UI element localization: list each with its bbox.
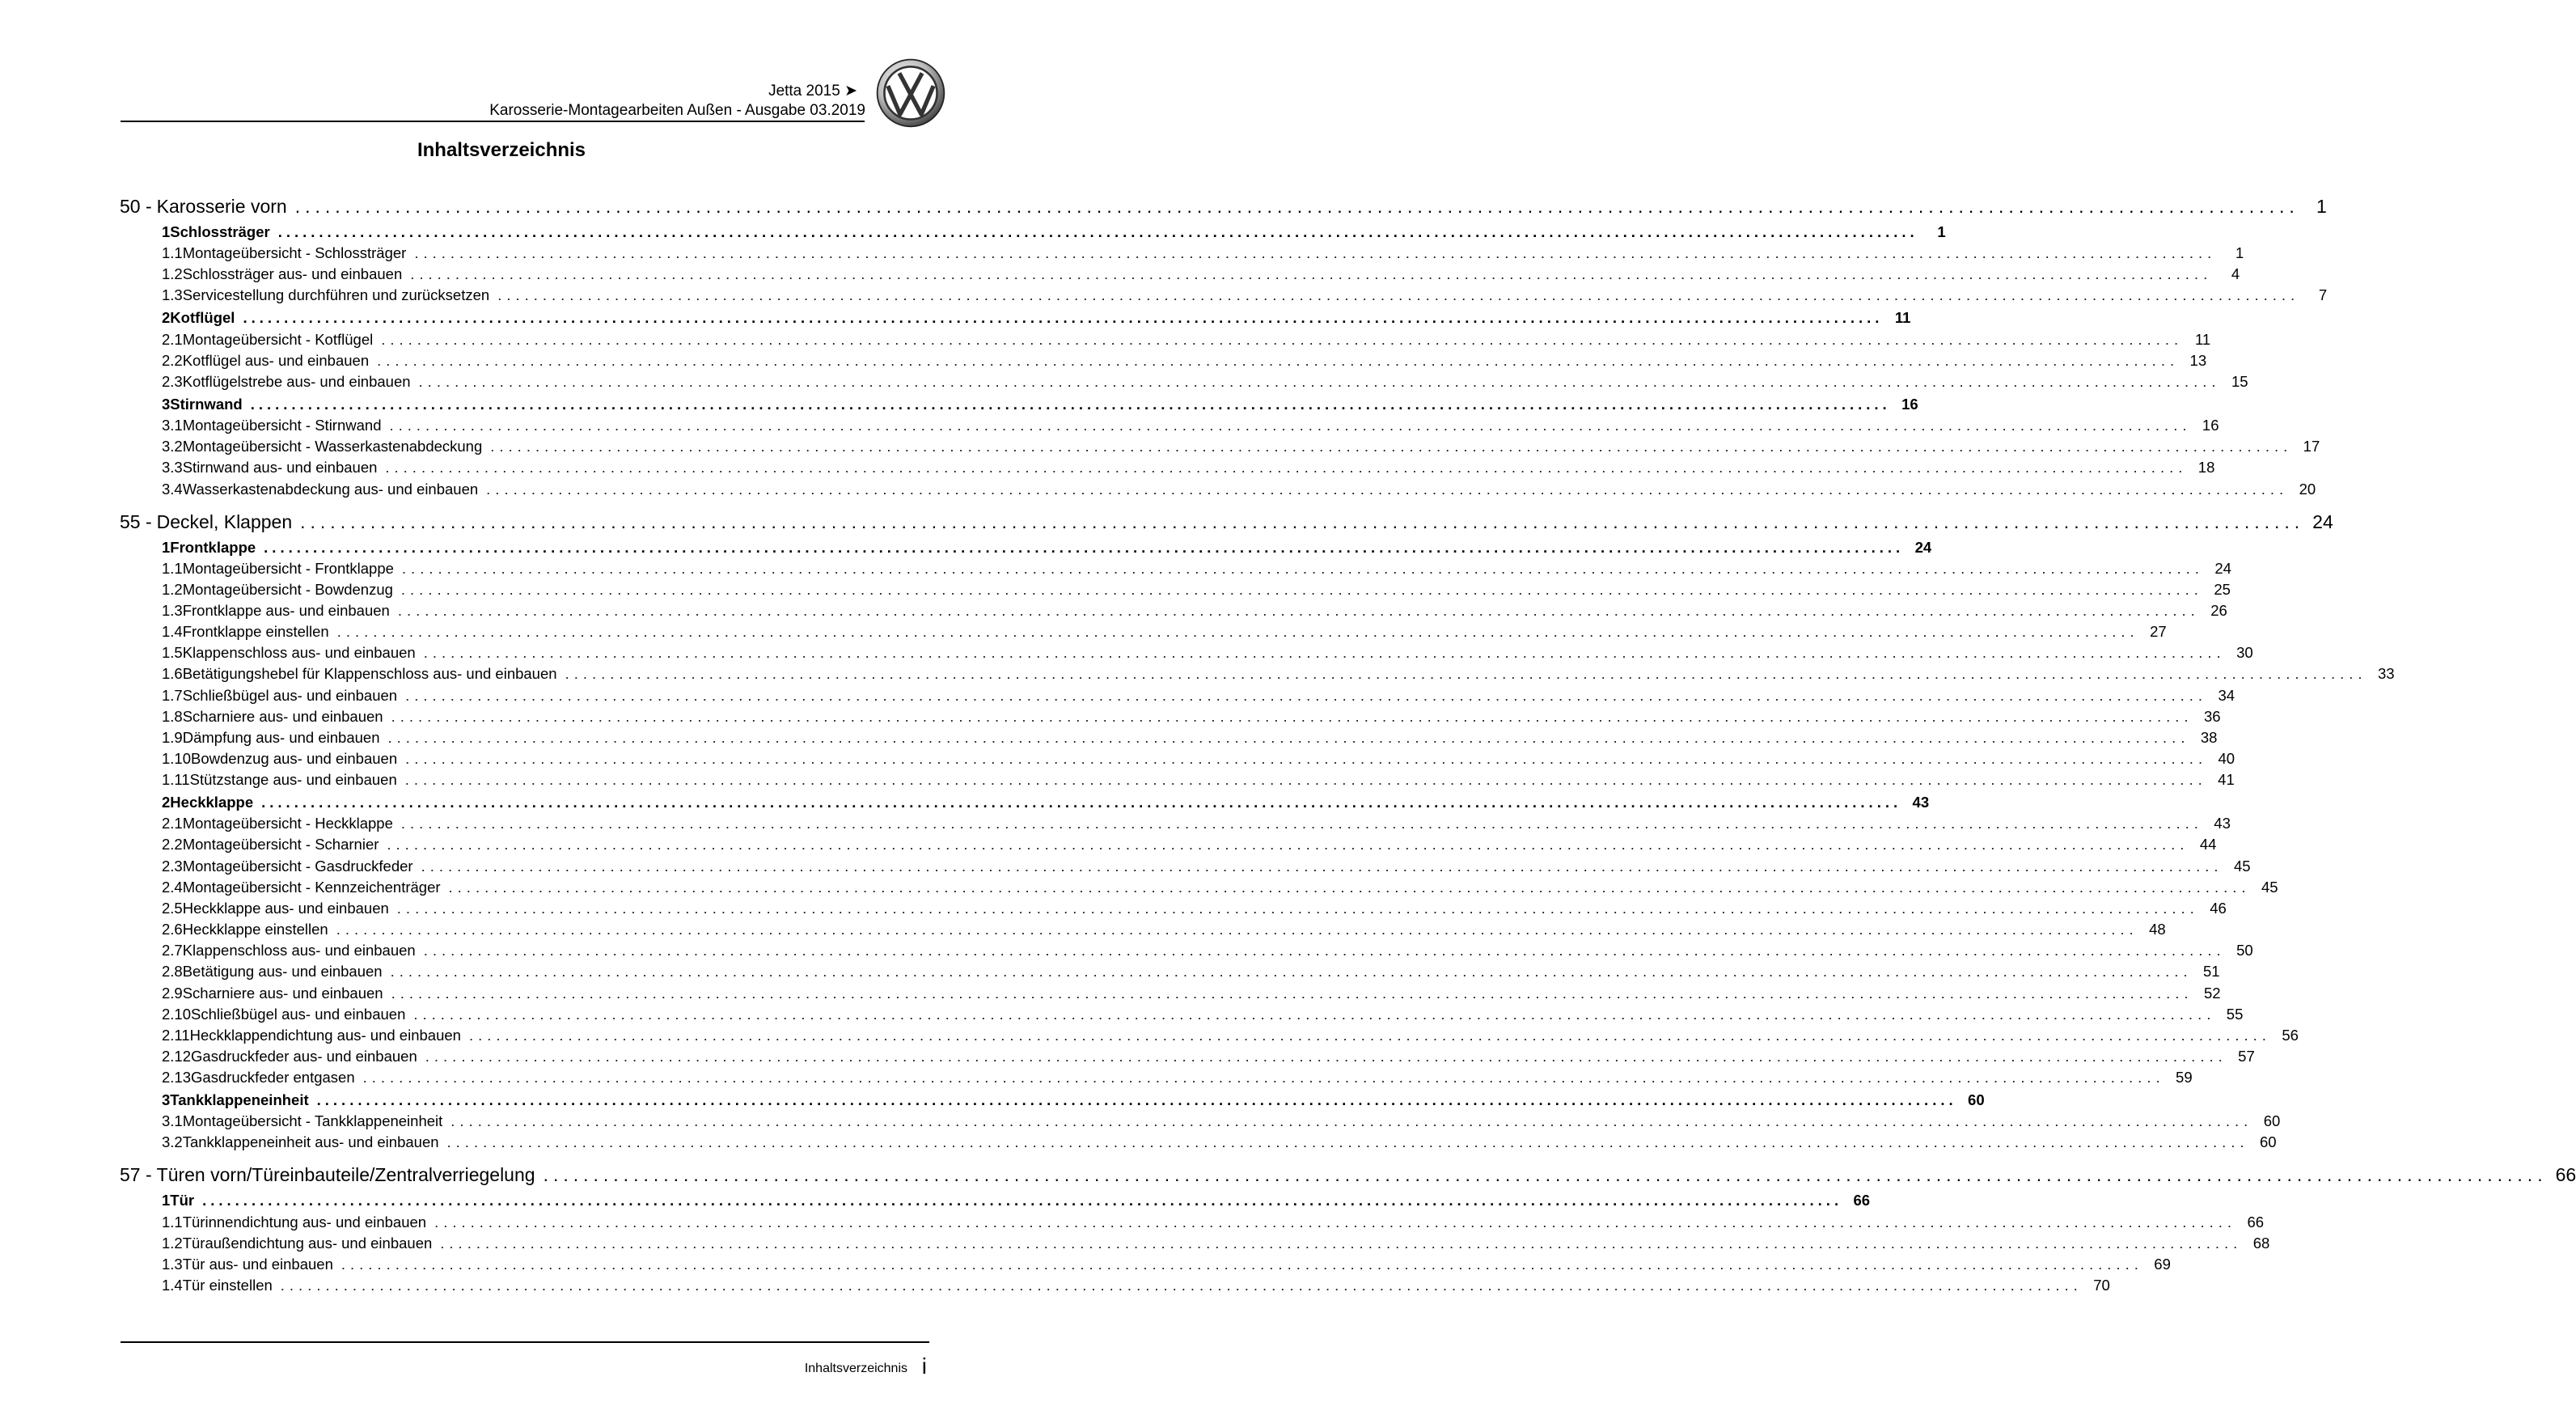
toc-title: Frontklappe <box>170 538 256 556</box>
toc-leader-dots: ........................................................................................................................................................................................................ <box>404 771 2207 789</box>
toc-leader-dots: ........................................................................................................................................................................................................ <box>448 878 2251 896</box>
toc-leader-dots: ........................................................................................................................................................................................................ <box>565 665 2367 683</box>
toc-subsection[interactable] <box>120 921 2166 940</box>
toc-subsection[interactable] <box>120 1213 2265 1233</box>
toc-title: Scharniere aus- und einbauen <box>182 984 383 1002</box>
toc-number: 1.4 <box>162 623 183 641</box>
toc-title: Tür aus- und einbauen <box>182 1255 333 1273</box>
toc-title: Tür <box>170 1192 195 1209</box>
toc-number: 2.2 <box>162 836 183 854</box>
toc-subsection[interactable] <box>120 265 2240 285</box>
toc-number: 2.5 <box>162 899 183 917</box>
toc-number: 1.9 <box>162 728 183 746</box>
toc-number: 2.12 <box>162 1047 192 1065</box>
toc-title: Montageübersicht - Kennzeichenträger <box>182 878 441 896</box>
toc-title: Montageübersicht - Schlossträger <box>182 244 407 262</box>
toc-subsection[interactable] <box>120 330 2211 350</box>
toc-chapter[interactable] <box>120 1164 2576 1188</box>
toc-title: Kotflügelstrebe aus- und einbauen <box>182 372 411 390</box>
toc-title: Stirnwand <box>170 395 243 413</box>
toc-subsection[interactable] <box>120 771 2235 790</box>
toc-title: Betätigungshebel für Klappenschloss aus- und einbauen <box>182 665 557 683</box>
toc-title: Schließbügel aus- und einbauen <box>191 1005 406 1023</box>
toc-title: Klappenschloss aus- und einbauen <box>182 644 416 662</box>
toc-leader-dots: ........................................................................................................................................................................................................ <box>243 309 1884 327</box>
toc-title: Betätigung aus- und einbauen <box>182 963 383 981</box>
toc-leader-dots: ........................................................................................................................................................................................................ <box>336 921 2138 938</box>
toc-leader-dots: ........................................................................................................................................................................................................ <box>397 601 2200 619</box>
toc-title: Montageübersicht - Stirnwand <box>182 417 382 434</box>
toc-page-number: 38 <box>2200 728 2218 746</box>
toc-leader-dots: ........................................................................................................................................................................................................ <box>387 836 2189 854</box>
toc-title: Frontklappe einstellen <box>182 623 329 641</box>
toc-leader-dots: ........................................................................................................................................................................................................ <box>490 438 2293 455</box>
toc-number: 1.1 <box>162 559 183 577</box>
toc-title: Montageübersicht - Wasserkastenabdeckung <box>182 438 483 455</box>
toc-title: Türaußendichtung aus- und einbauen <box>182 1234 433 1252</box>
toc-number: 2.11 <box>162 1026 190 1044</box>
toc-leader-dots: ........................................................................................................................................................................................................ <box>389 417 2192 434</box>
toc-subsection[interactable] <box>120 1133 2277 1153</box>
toc-subsection[interactable] <box>120 857 2251 877</box>
toc-page-number: 57 <box>2238 1047 2255 1065</box>
toc-leader-dots: ........................................................................................................................................................................................................ <box>280 1277 2083 1294</box>
toc-subsection[interactable] <box>120 1234 2270 1254</box>
footer-page-number: i <box>921 1353 927 1379</box>
toc-number: 1.3 <box>162 601 183 619</box>
toc-title: Türen vorn/Türeinbauteile/Zentralverriegelung <box>156 1164 535 1186</box>
toc-subsection[interactable] <box>120 1047 2255 1067</box>
toc-page-number: 68 <box>2252 1234 2270 1252</box>
toc-subsection[interactable] <box>120 286 2328 306</box>
toc-number: 55 - <box>120 510 152 532</box>
toc-leader-dots: ........................................................................................................................................................................................................ <box>385 459 2188 477</box>
toc-subsection[interactable] <box>120 899 2227 919</box>
toc-page-number: 50 <box>2236 942 2253 959</box>
toc-page-number: 20 <box>2299 480 2316 498</box>
toc-title: Kotflügel aus- und einbauen <box>182 351 370 369</box>
toc-page-number: 24 <box>1914 538 1932 556</box>
toc-page-number: 60 <box>2263 1112 2281 1130</box>
toc-title: Wasserkastenabdeckung aus- und einbauen <box>182 480 479 498</box>
toc-subsection[interactable] <box>120 878 2278 898</box>
toc-page-number: 59 <box>2176 1069 2193 1086</box>
toc-number: 2 <box>162 309 171 327</box>
toc-leader-dots: ........................................................................................................................................................................................................ <box>362 1069 2165 1086</box>
toc-leader-dots: ........................................................................................................................................................................................................ <box>434 1213 2237 1231</box>
toc-leader-dots: ........................................................................................................................................................................................................ <box>421 857 2223 875</box>
toc-number: 1.2 <box>162 1234 183 1252</box>
toc-number: 3.4 <box>162 480 183 498</box>
toc-page-number: 66 <box>2247 1213 2265 1231</box>
toc-number: 1 <box>162 1192 171 1209</box>
toc-page-number: 16 <box>1901 395 1918 413</box>
toc-page-number: 44 <box>2199 836 2217 854</box>
toc-number: 50 - <box>120 196 152 217</box>
toc-chapter[interactable] <box>120 510 2333 536</box>
toc-leader-dots: ........................................................................................................................................................................................................ <box>202 1192 1843 1209</box>
toc-number: 1.1 <box>162 1213 183 1231</box>
toc-subsection[interactable] <box>120 1277 2110 1296</box>
toc-page-number: 17 <box>2303 438 2320 455</box>
toc-title: Montageübersicht - Tankklappeneinheit <box>182 1112 443 1130</box>
toc-page-number: 66 <box>2555 1164 2576 1186</box>
toc-title: Türinnendichtung aus- und einbauen <box>182 1213 427 1231</box>
toc-page-number: 1 <box>2235 244 2244 262</box>
toc-title: Tür einstellen <box>182 1277 273 1294</box>
toc-leader-dots: ........................................................................................................................................................................................................ <box>423 942 2226 959</box>
toc-page-number: 4 <box>2231 265 2240 283</box>
toc-number: 1.3 <box>162 1255 183 1273</box>
toc-number: 1 <box>162 538 171 556</box>
toc-page-number: 24 <box>2312 510 2333 532</box>
toc-title: Stützstange aus- und einbauen <box>189 771 397 789</box>
toc-page-number: 33 <box>2377 665 2395 683</box>
toc-number: 2.2 <box>162 351 183 369</box>
toc-page-number: 7 <box>2318 286 2328 304</box>
toc-page-number: 41 <box>2218 771 2235 789</box>
toc-title: Schlossträger <box>170 223 270 240</box>
toc-subsection[interactable] <box>120 942 2253 961</box>
toc-page-number: 1 <box>2316 196 2327 217</box>
toc-page-number: 18 <box>2197 459 2215 477</box>
toc-subsection[interactable] <box>120 1069 2193 1088</box>
toc-leader-dots: ........................................................................................................................................................................................................ <box>450 1112 2253 1130</box>
toc-leader-dots: ........................................................................................................................................................................................................ <box>250 395 1891 413</box>
toc-page-number: 13 <box>2189 351 2207 369</box>
toc-subsection[interactable] <box>120 372 2248 392</box>
toc-subsection[interactable] <box>120 480 2316 500</box>
toc-page-number: 69 <box>2154 1255 2171 1273</box>
toc-leader-dots: ........................................................................................................................................................................................................ <box>543 1164 2548 1186</box>
toc-subsection[interactable] <box>120 686 2235 706</box>
toc-page-number: 55 <box>2226 1005 2244 1023</box>
toc-subsection[interactable] <box>120 623 2167 642</box>
footer-divider <box>121 1341 929 1343</box>
toc-title: Montageübersicht - Gasdruckfeder <box>182 857 413 875</box>
toc-section[interactable] <box>120 1192 1871 1211</box>
toc-page-number: 60 <box>2259 1133 2277 1151</box>
toc-page-number: 45 <box>2233 857 2251 875</box>
toc-page-number: 27 <box>2150 623 2167 641</box>
toc-number: 1.1 <box>162 244 183 262</box>
toc-leader-dots: ........................................................................................................................................................................................................ <box>336 623 2139 641</box>
toc-page-number: 70 <box>2093 1277 2110 1294</box>
toc-title: Gasdruckfeder entgasen <box>191 1069 355 1086</box>
toc-leader-dots: ........................................................................................................................................................................................................ <box>277 223 1918 240</box>
toc-page-number: 60 <box>1968 1091 1985 1109</box>
toc-page-number: 51 <box>2203 963 2220 981</box>
toc-subsection[interactable] <box>120 750 2235 769</box>
toc-leader-dots: ........................................................................................................................................................................................................ <box>391 984 2193 1002</box>
toc-page-number: 48 <box>2149 921 2166 938</box>
toc-title: Klappenschloss aus- und einbauen <box>182 942 416 959</box>
toc-section[interactable] <box>120 395 1918 415</box>
toc-page-number: 24 <box>2214 559 2231 577</box>
toc-page-number: 56 <box>2282 1026 2299 1044</box>
toc-leader-dots: ........................................................................................................................................................................................................ <box>391 707 2193 725</box>
toc-number: 1.4 <box>162 1277 183 1294</box>
toc-section[interactable] <box>120 223 1946 243</box>
toc-subsection[interactable] <box>120 1026 2299 1046</box>
toc-title: Frontklappe aus- und einbauen <box>182 601 390 619</box>
toc-title: Heckklappe aus- und einbauen <box>182 899 389 917</box>
toc-page-number: 36 <box>2204 707 2221 725</box>
toc-leader-dots: ........................................................................................................................................................................................................ <box>401 559 2204 577</box>
toc-leader-dots: ........................................................................................................................................................................................................ <box>418 372 2221 390</box>
toc-number: 2.4 <box>162 878 183 896</box>
toc-leader-dots: ........................................................................................................................................................................................................ <box>440 1234 2243 1252</box>
toc-subsection[interactable] <box>120 984 2221 1004</box>
toc-number: 2.3 <box>162 372 183 390</box>
toc-number: 1.8 <box>162 707 183 725</box>
toc-number: 2.10 <box>162 1005 192 1023</box>
toc-number: 1.11 <box>162 771 190 789</box>
toc-subsection[interactable] <box>120 438 2320 457</box>
toc-number: 2.1 <box>162 330 183 348</box>
toc-title: Servicestellung durchführen und zurücksetzen <box>182 286 490 304</box>
toc-number: 1.2 <box>162 580 183 598</box>
toc-leader-dots: ........................................................................................................................................................................................................ <box>446 1133 2249 1151</box>
toc-number: 3.2 <box>162 1133 183 1151</box>
toc-section[interactable] <box>120 1091 1985 1111</box>
toc-title: Montageübersicht - Scharnier <box>182 836 379 854</box>
toc-leader-dots: ........................................................................................................................................................................................................ <box>486 480 2289 498</box>
toc-page-number: 45 <box>2261 878 2278 896</box>
toc-leader-dots: ........................................................................................................................................................................................................ <box>387 728 2190 746</box>
toc-number: 1.7 <box>162 686 183 704</box>
toc-leader-dots: ........................................................................................................................................................................................................ <box>410 265 2213 283</box>
toc-page-number: 46 <box>2210 899 2227 917</box>
toc-subsection[interactable] <box>120 644 2253 663</box>
toc-leader-dots: ........................................................................................................................................................................................................ <box>264 538 1905 556</box>
toc-leader-dots: ........................................................................................................................................................................................................ <box>316 1091 1957 1109</box>
toc-title: Tankklappeneinheit <box>170 1091 309 1109</box>
toc-title: Heckklappendichtung aus- und einbauen <box>189 1026 461 1044</box>
toc-title: Kotflügel <box>170 309 235 327</box>
toc-leader-dots: ........................................................................................................................................................................................................ <box>425 1047 2227 1065</box>
toc-number: 2.9 <box>162 984 183 1002</box>
toc-subsection[interactable] <box>120 1005 2244 1025</box>
toc-title: Montageübersicht - Frontklappe <box>182 559 394 577</box>
toc-subsection[interactable] <box>120 244 2244 264</box>
toc-number: 3.1 <box>162 417 183 434</box>
toc-subsection[interactable] <box>120 728 2218 748</box>
toc-subsection[interactable] <box>120 417 2219 436</box>
toc-title: Gasdruckfeder aus- und einbauen <box>191 1047 417 1065</box>
toc-title: Schließbügel aus- und einbauen <box>182 686 398 704</box>
toc-number: 1.6 <box>162 665 183 683</box>
toc-page-number: 26 <box>2210 601 2227 619</box>
toc-leader-dots: ........................................................................................................................................................................................................ <box>405 686 2208 704</box>
toc-title: Scharniere aus- und einbauen <box>182 707 383 725</box>
toc-title: Karosserie vorn <box>156 196 287 217</box>
toc-page-number: 30 <box>2236 644 2253 662</box>
toc-title: Bowdenzug aus- und einbauen <box>191 750 398 767</box>
document-title-line-1: Jetta 2015 ➤ <box>768 83 857 100</box>
toc-number: 2.13 <box>162 1069 192 1086</box>
toc-number: 3.1 <box>162 1112 183 1130</box>
footer-label: Inhaltsverzeichnis <box>804 1362 907 1375</box>
toc-leader-dots: ........................................................................................................................................................................................................ <box>396 899 2199 917</box>
toc-subsection[interactable] <box>120 1255 2171 1275</box>
toc-page-number: 16 <box>2202 417 2219 434</box>
toc-page-number: 43 <box>1912 794 1930 811</box>
toc-subsection[interactable] <box>120 1112 2281 1132</box>
toc-number: 57 - <box>120 1164 152 1186</box>
toc-title: Dämpfung aus- und einbauen <box>182 728 380 746</box>
toc-number: 3 <box>162 395 171 413</box>
toc-title: Tankklappeneinheit aus- und einbauen <box>182 1133 439 1151</box>
toc-number: 1 <box>162 223 171 240</box>
toc-title: Schlossträger aus- und einbauen <box>182 265 403 283</box>
toc-number: 2.8 <box>162 963 183 981</box>
toc-subsection[interactable] <box>120 836 2217 855</box>
toc-number: 3.2 <box>162 438 183 455</box>
toc-page-number: 11 <box>1894 309 1911 327</box>
toc-title: Montageübersicht - Bowdenzug <box>182 580 393 598</box>
toc-title: Montageübersicht - Kotflügel <box>182 330 374 348</box>
toc-leader-dots: ........................................................................................................................................................................................................ <box>468 1026 2271 1044</box>
toc-number: 3.3 <box>162 459 183 477</box>
toc-leader-dots: ........................................................................................................................................................................................................ <box>294 196 2299 217</box>
toc-subsection[interactable] <box>120 963 2220 982</box>
toc-number: 1.10 <box>162 750 192 767</box>
toc-page-number: 34 <box>2218 686 2235 704</box>
toc-leader-dots: ........................................................................................................................................................................................................ <box>400 580 2203 598</box>
toc-page-number: 11 <box>2194 330 2211 348</box>
toc-number: 2.3 <box>162 857 183 875</box>
toc-leader-dots: ........................................................................................................................................................................................................ <box>377 351 2180 369</box>
toc-chapter[interactable] <box>120 196 2327 220</box>
toc-title: Stirnwand aus- und einbauen <box>182 459 378 477</box>
toc-title: Heckklappe <box>170 794 254 811</box>
toc-number: 2.7 <box>162 942 183 959</box>
toc-leader-dots: ........................................................................................................................................................................................................ <box>300 510 2305 532</box>
toc-subsection[interactable] <box>120 707 2221 727</box>
toc-subsection[interactable] <box>120 601 2227 621</box>
toc-title: Deckel, Klappen <box>156 510 293 532</box>
toc-leader-dots: ........................................................................................................................................................................................................ <box>381 330 2184 348</box>
toc-leader-dots: ........................................................................................................................................................................................................ <box>423 644 2226 662</box>
page-title: Inhaltsverzeichnis <box>417 139 586 161</box>
toc-page-number: 25 <box>2214 580 2231 598</box>
toc-leader-dots: ........................................................................................................................................................................................................ <box>414 244 2217 262</box>
toc-number: 1.3 <box>162 286 183 304</box>
toc-page-number: 66 <box>1853 1192 1871 1209</box>
toc-subsection[interactable] <box>120 580 2231 600</box>
toc-section[interactable] <box>120 794 1930 813</box>
toc-number: 3 <box>162 1091 171 1109</box>
toc-number: 1.2 <box>162 265 183 283</box>
toc-page-number: 43 <box>2214 815 2231 832</box>
toc-subsection[interactable] <box>120 459 2215 478</box>
toc-section[interactable] <box>120 309 1911 328</box>
toc-page-number: 15 <box>2231 372 2248 390</box>
toc-leader-dots: ........................................................................................................................................................................................................ <box>405 750 2208 767</box>
toc-leader-dots: ........................................................................................................................................................................................................ <box>341 1255 2143 1273</box>
toc-leader-dots: ........................................................................................................................................................................................................ <box>390 963 2193 981</box>
document-title-line-2: Karosserie-Montagearbeiten Außen - Ausgabe 03.2019 <box>489 102 865 119</box>
toc-leader-dots: ........................................................................................................................................................................................................ <box>261 794 1902 811</box>
toc-subsection[interactable] <box>120 559 2231 579</box>
toc-leader-dots: ........................................................................................................................................................................................................ <box>413 1005 2216 1023</box>
toc-section[interactable] <box>120 538 1932 558</box>
toc-page-number: 1 <box>1937 223 1946 240</box>
toc-leader-dots: ........................................................................................................................................................................................................ <box>400 815 2203 832</box>
toc-leader-dots: ........................................................................................................................................................................................................ <box>497 286 2300 304</box>
toc-subsection[interactable] <box>120 815 2231 834</box>
toc-title: Heckklappe einstellen <box>182 921 328 938</box>
toc-number: 2.6 <box>162 921 183 938</box>
toc-number: 2.1 <box>162 815 183 832</box>
toc-title: Montageübersicht - Heckklappe <box>182 815 393 832</box>
toc-subsection[interactable] <box>120 665 2395 684</box>
toc-page-number: 52 <box>2204 984 2221 1002</box>
toc-subsection[interactable] <box>120 351 2207 371</box>
toc-page-number: 40 <box>2218 750 2235 767</box>
toc-number: 1.5 <box>162 644 183 662</box>
toc-number: 2 <box>162 794 171 811</box>
